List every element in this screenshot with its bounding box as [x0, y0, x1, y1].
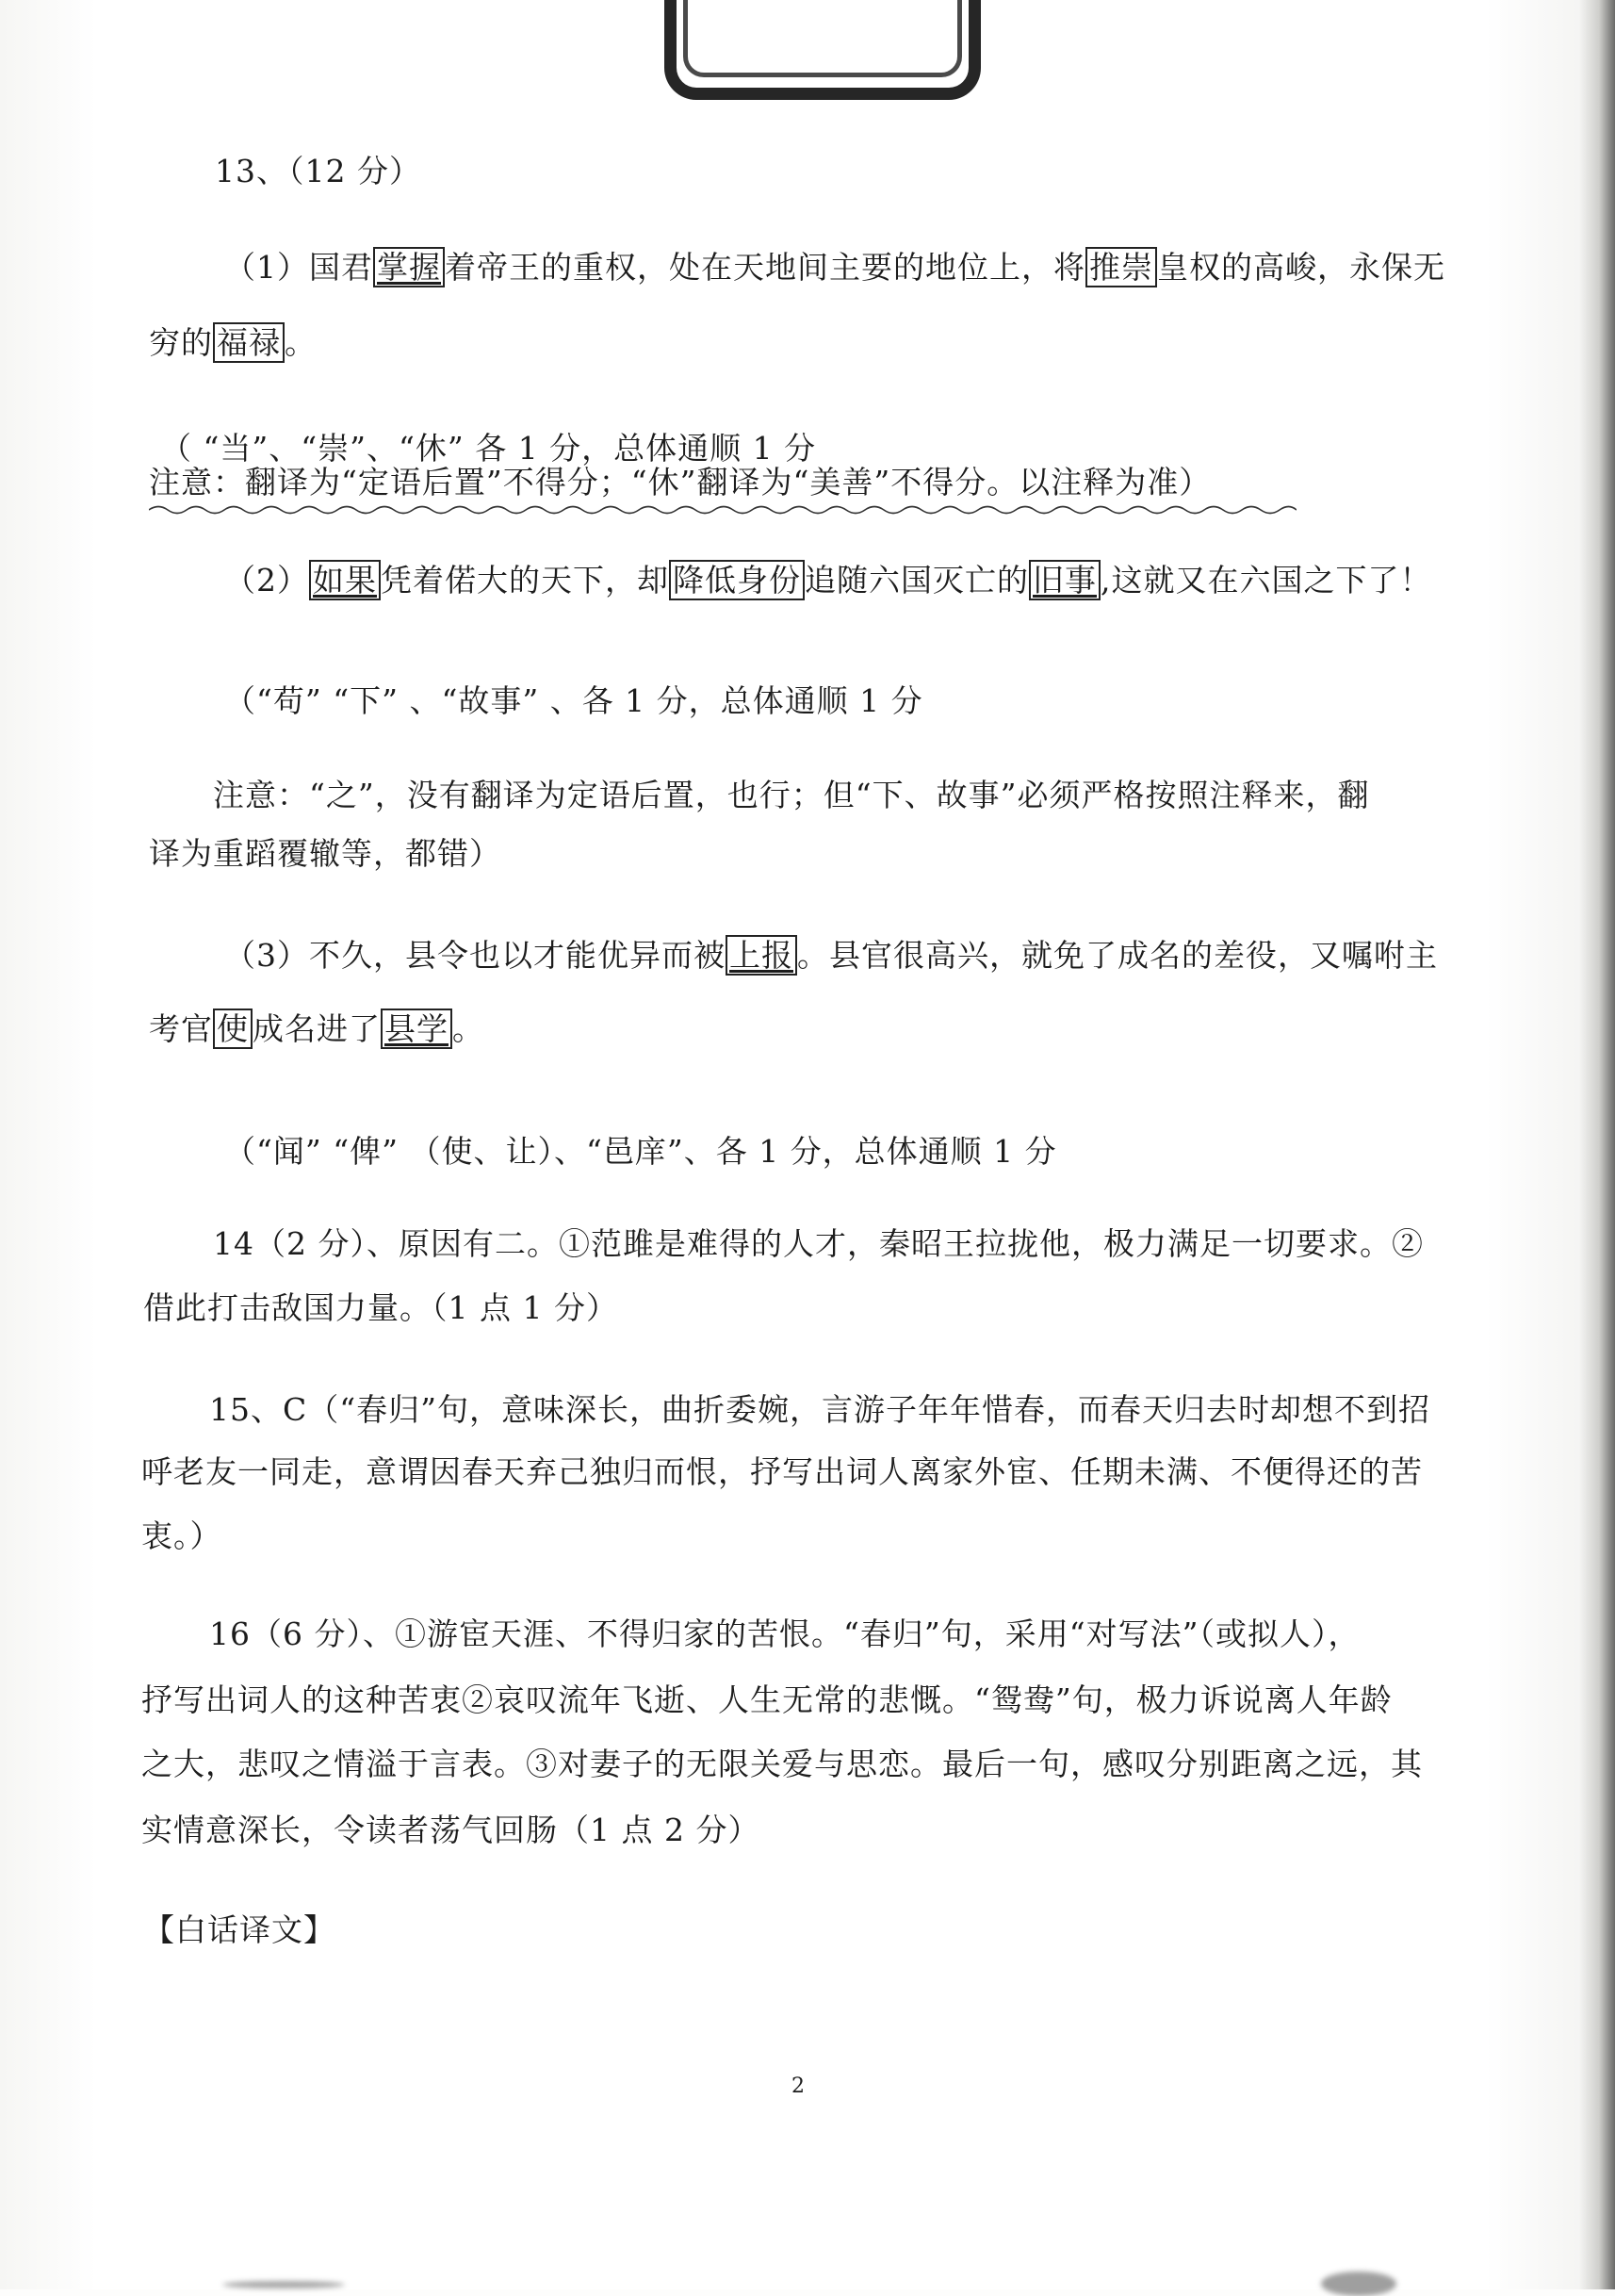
q13-part2 — [224, 560, 1432, 601]
boxed-keyword: 县学 — [381, 1009, 452, 1049]
q13-score2: （“苟” “下” 、“故事” 、各 1 分，总体通顺 1 分 — [224, 682, 923, 719]
q13-part3-line1 — [224, 935, 1438, 976]
wavy-underline — [149, 503, 1297, 517]
q16-line3: 之大，悲叹之情溢于言表。③对妻子的无限关爱与思恋。最后一句，感叹分别距离之远，其 — [141, 1746, 1423, 1782]
text: 追随六国灭亡的 — [805, 562, 1029, 599]
q16-line4: 实情意深长，令读者荡气回肠（1 点 2 分） — [141, 1812, 760, 1848]
boxed-keyword: 上报 — [726, 935, 797, 976]
text: 穷的 — [149, 324, 213, 361]
text: 着帝王的重权，处在天地间主要的地位上，将 — [445, 249, 1085, 286]
q13-title: 13、（12 分） — [215, 153, 421, 189]
boxed-keyword: 使 — [213, 1009, 253, 1049]
text: 。 — [452, 1010, 484, 1047]
q14-line1: 14（2 分）、原因有二。①范雎是难得的人才，秦昭王拉拢他，极力满足一切要求。② — [213, 1225, 1424, 1262]
q13-note2-line2: 译为重蹈覆辙等，都错） — [149, 835, 501, 872]
text: 皇权的高峻，永保无 — [1157, 249, 1445, 286]
q13-score1: （ “当”、“崇”、“休” 各 1 分，总体通顺 1 分 — [160, 430, 817, 467]
section-title: 【白话译文】 — [143, 1911, 335, 1948]
scan-smudge — [1321, 2271, 1396, 2296]
page-number: 2 — [791, 2075, 805, 2098]
text: ,这就又在六国之下了！ — [1101, 562, 1432, 599]
q13-part1-line1 — [224, 247, 1445, 288]
q15-line1: 15、C（“春归”句，意味深长，曲折委婉，言游子年年惜春，而春天归去时却想不到招 — [209, 1391, 1430, 1428]
q16-line1: 16（6 分）、①游宦天涯、不得归家的苦恨。“春归”句，采用“对写法”（或拟人）， — [209, 1615, 1361, 1652]
boxed-keyword: 如果 — [309, 560, 381, 600]
boxed-keyword: 降低身份 — [669, 560, 805, 600]
q13-note1: 注意：翻译为“定语后置”不得分；“休”翻译为“美善”不得分。以注释为准） — [149, 464, 1212, 500]
text: 。县官很高兴，就免了成名的差役，又嘱咐主 — [797, 937, 1438, 974]
text: （1）国君 — [224, 249, 373, 286]
text: 。 — [285, 324, 317, 361]
boxed-keyword: 旧事 — [1029, 560, 1101, 600]
q16-line2: 抒写出词人的这种苦衷②哀叹流年飞逝、人生无常的悲慨。“鸳鸯”句，极力诉说离人年龄 — [141, 1681, 1393, 1718]
q14-line2: 借此打击敌国力量。（1 点 1 分） — [143, 1289, 618, 1326]
boxed-keyword: 福禄 — [213, 322, 285, 363]
scan-edge-shadow — [1579, 0, 1615, 2289]
text: （3）不久，县令也以才能优异而被 — [224, 937, 726, 974]
q13-part1-line2 — [149, 322, 317, 364]
text: 成名进了 — [253, 1010, 381, 1047]
q15-line2: 呼老友一同走，意谓因春天弃己独归而恨，抒写出词人离家外宦、任期未满、不便得还的苦 — [141, 1453, 1423, 1490]
boxed-keyword: 推崇 — [1085, 247, 1157, 287]
text: 凭着偌大的天下，却 — [381, 562, 669, 599]
q13-part3-line2 — [149, 1009, 484, 1050]
q13-note2-line1: 注意：“之”，没有翻译为定语后置，也行；但“下、故事”必须严格按照注释来，翻 — [213, 777, 1370, 813]
q13-score3: （“闻” “俾” （使、让）、“邑庠”、各 1 分，总体通顺 1 分 — [224, 1133, 1057, 1170]
binder-clip-inner — [683, 0, 962, 77]
text: （2） — [224, 562, 309, 599]
boxed-keyword: 掌握 — [373, 247, 445, 287]
q15-line3: 衷。） — [141, 1517, 222, 1554]
scan-smudge — [222, 2281, 345, 2288]
text: 考官 — [149, 1010, 213, 1047]
